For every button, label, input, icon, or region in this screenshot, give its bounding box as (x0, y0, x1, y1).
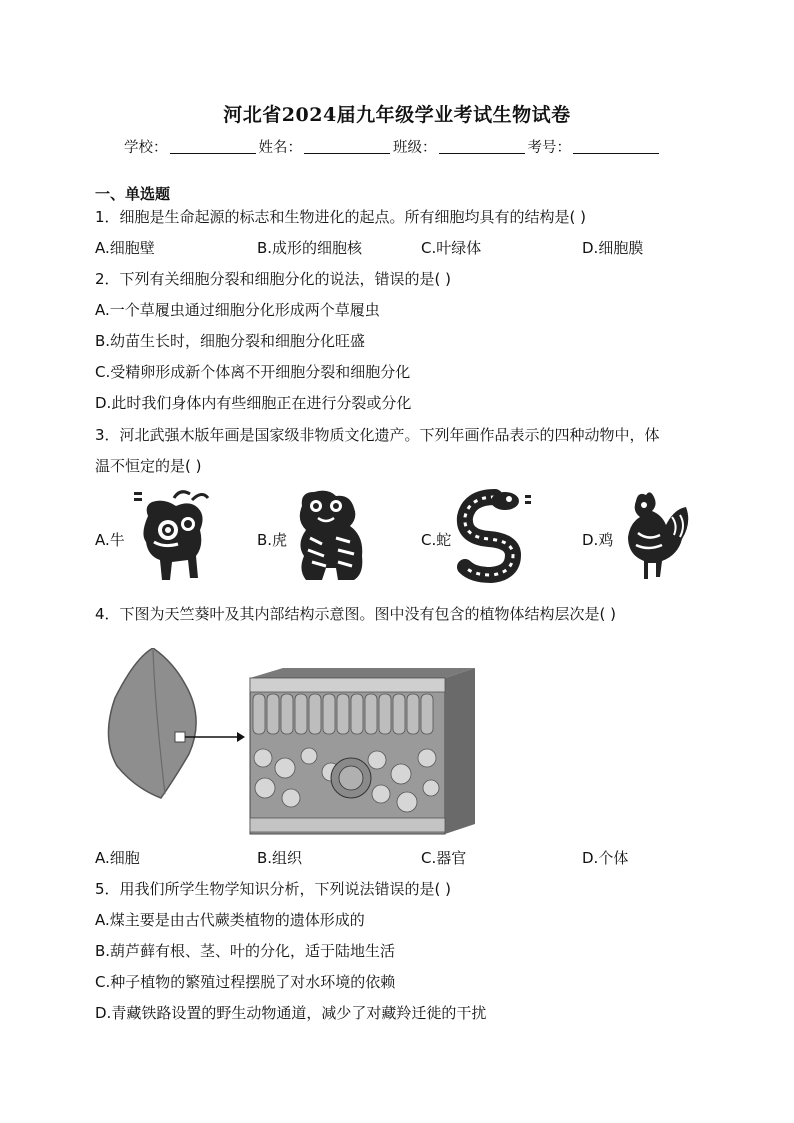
question-2-stem: 2．下列有关细胞分裂和细胞分化的说法，错误的是( ) (95, 270, 452, 288)
q1-option-b: B.成形的细胞核 (257, 239, 363, 257)
question-3-stem-line2: 温不恒定的是( ) (95, 457, 202, 475)
q2-option-c: C.受精卵形成新个体离不开细胞分裂和细胞分化 (95, 363, 411, 381)
q3-option-b: B.虎 (257, 531, 288, 549)
geranium-leaf-structure-figure (105, 648, 565, 838)
q3-option-d: D.鸡 (582, 531, 614, 549)
q1-option-d: D.细胞膜 (582, 239, 644, 257)
number-label: 考号： (527, 140, 571, 156)
exam-title: 河北省2024届九年级学业考试生物试卷 (223, 104, 571, 126)
q2-option-a: A.一个草履虫通过细胞分化形成两个草履虫 (95, 301, 380, 319)
name-blank[interactable] (304, 153, 390, 154)
q2-option-b: B.幼苗生长时，细胞分裂和细胞分化旺盛 (95, 332, 366, 350)
school-blank[interactable] (170, 153, 256, 154)
q5-option-c: C.种子植物的繁殖过程摆脱了对水环境的依赖 (95, 973, 396, 991)
q1-option-a: A.细胞壁 (95, 239, 155, 257)
q3-option-a: A.牛 (95, 531, 125, 549)
q5-option-b: B.葫芦藓有根、茎、叶的分化，适于陆地生活 (95, 942, 396, 960)
q5-option-a: A.煤主要是由古代蕨类植物的遗体形成的 (95, 911, 365, 929)
question-5-stem: 5．用我们所学生物学知识分析，下列说法错误的是( ) (95, 880, 452, 898)
q1-option-c: C.叶绿体 (421, 239, 482, 257)
q3-option-c: C.蛇 (421, 531, 452, 549)
q4-option-b: B.组织 (257, 849, 303, 867)
question-3-stem-line1: 3．河北武强木版年画是国家级非物质文化遗产。下列年画作品表示的四种动物中，体 (95, 426, 660, 444)
class-blank[interactable] (439, 153, 525, 154)
q2-option-d: D.此时我们身体内有些细胞正在进行分裂或分化 (95, 394, 412, 412)
number-blank[interactable] (573, 153, 659, 154)
class-label: 班级： (393, 140, 437, 156)
name-label: 姓名： (258, 140, 302, 156)
snake-woodcut-image (455, 489, 541, 585)
rooster-woodcut-image (616, 489, 692, 585)
section-heading: 一、单选题 (95, 185, 171, 203)
q4-option-a: A.细胞 (95, 849, 140, 867)
question-4-stem: 4．下图为天竺葵叶及其内部结构示意图。图中没有包含的植物体结构层次是( ) (95, 605, 617, 623)
ox-woodcut-image (130, 486, 212, 584)
leaf-icon (108, 648, 196, 798)
q5-option-d: D.青藏铁路设置的野生动物通道，减少了对藏羚迁徙的干扰 (95, 1004, 487, 1022)
student-info-line (124, 136, 662, 157)
q4-option-c: C.器官 (421, 849, 467, 867)
question-1-stem: 1．细胞是生命起源的标志和生物进化的起点。所有细胞均具有的结构是( ) (95, 208, 587, 226)
tiger-woodcut-image (292, 486, 372, 584)
q4-option-d: D.个体 (582, 849, 629, 867)
school-label: 学校： (124, 140, 168, 156)
